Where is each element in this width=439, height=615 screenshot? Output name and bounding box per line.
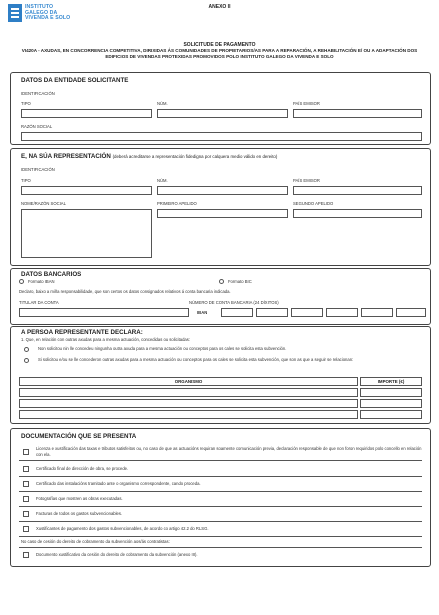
iban-block-2[interactable] [256,308,288,317]
declaration-title: A PERSOA REPRESENTANTE DECLARA: [21,329,143,336]
no-other-aid-radio[interactable] [24,347,29,352]
document-item-5: Facturas de todos os gastos subvencionables. [36,511,123,516]
representative-identification-label: IDENTIFICACIÓN [21,167,55,172]
iban-block-1[interactable] [221,308,253,317]
declaration-section [10,326,431,424]
account-number-label: NÚMERO DE CONTA BANCARIA (24 DÍXITOS) [189,300,279,305]
organism-column-header: ORGANISMO [174,379,203,384]
representative-name-label: NOME/RAZÓN SOCIAL [21,201,66,206]
divider [19,506,422,507]
other-aid-text: Si solicitou e/ou se lle concederon outras axudas para a mesma actuación ou conceptos para os cales se solicita esta subvención, que son as que a seguir se relacionan: [38,357,354,362]
representative-number-field[interactable] [157,186,288,195]
divider [19,476,422,477]
iban-label: IBAN [197,310,208,315]
iban-block-3[interactable] [291,308,323,317]
document-item-3: Certificado das instalacións tramitado ante o organismo correspondente, cando proceda. [36,481,201,486]
divider [19,547,422,548]
divider [19,536,422,537]
aid-organism-field-1[interactable] [19,388,358,397]
assignment-note: No caso de cesión do dereito de cobramento da subvención aos/ás contratistas: [21,539,170,544]
document-checkbox-4[interactable] [23,496,29,502]
aid-organism-header [19,377,358,386]
document-item-4: Fotografías que mostren as obras executadas. [36,496,123,501]
account-holder-label: TITULAR DA CONTA [19,300,59,305]
divider [19,491,422,492]
business-name-field[interactable] [21,132,422,141]
document-item-6: Xustificantes de pagamento dos gastos subvencionables, de acordo co artigo 42.2 do RLSG. [36,526,209,531]
document-checkbox-5[interactable] [23,511,29,517]
representative-note: (deberá acreditarse a representación fidedigna por calquera medio válido en dereito) [112,154,278,159]
annex-label: ANEXO II [208,4,231,10]
declaration-item-1: 1. Que, en relación con outras axudas para a mesma actuación, concedidas ou solicitadas: [21,337,190,342]
applicant-number-field[interactable] [157,109,288,118]
divider [19,521,422,522]
iban-format-label: Formato IBAN [28,279,55,284]
bic-format-radio[interactable] [219,279,224,284]
representative-surname1-label: PRIMEIRO APELIDO [157,201,197,206]
applicant-issuer-label: PAÍS EMISOR [293,101,320,106]
applicant-type-label: TIPO [21,101,31,106]
bank-declaration: Declaro, baixo a miña responsabilidade, que son certos os datos consignados relativos á conta bancaria indicada. [19,289,231,294]
applicant-section [10,72,431,145]
no-other-aid-text: Non solicitou nin lle concedeu ningunha outra axuda para a mesma actuación ou conceptos para os cales se solicita esta subvención. [38,346,287,351]
document-checkbox-7[interactable] [23,552,29,558]
form-title: SOLICITUDE DE PAGAMENTO [183,42,256,48]
representative-surname1-field[interactable] [157,209,288,218]
applicant-issuer-field[interactable] [293,109,422,118]
aid-amount-header [360,377,422,386]
bank-title: DATOS BANCARIOS [21,271,82,278]
document-checkbox-6[interactable] [23,526,29,532]
document-checkbox-1[interactable] [23,449,29,455]
representative-type-field[interactable] [21,186,152,195]
aid-organism-field-2[interactable] [19,399,358,408]
documents-section [10,428,431,567]
iban-block-4[interactable] [326,308,358,317]
divider [19,460,422,461]
logo-line-1: INSTITUTO [25,4,54,10]
account-holder-field[interactable] [19,308,189,317]
representative-number-label: NÚM. [157,178,168,183]
assignment-document-item: Documento xustificativo da cesión do dereito de cobramento da subvención (anexo III). [36,552,198,557]
applicant-title: DATOS DA ENTIDADE SOLICITANTE [21,77,129,84]
representative-surname2-label: SEGUNDO APELIDO [293,201,334,206]
business-name-label: RAZÓN SOCIAL [21,124,53,129]
applicant-number-label: NÚM. [157,101,168,106]
document-item-2: Certificado final de dirección de obra, se procede. [36,466,129,471]
other-aid-radio[interactable] [24,358,29,363]
aid-amount-field-1[interactable] [360,388,422,397]
iban-block-5[interactable] [361,308,393,317]
representative-issuer-label: PAÍS EMISOR [293,178,320,183]
representative-title [21,153,277,160]
form-subtitle: VI420A - AXUDAS, EN CONCORRENCIA COMPETITIVA, DIRIXIDAS ÁS COMUNIDADES DE PROPIETARIOS/AS PARA A REPARACIÓN, A REHABILITACIÓN E/ OU A ADAPTACIÓN DOS EDIFICIOS DE VIVENDAS PROTEXIDAS PROMOVIDOS POLO INSTITUTO GALEGO DA VIVENDA E SOLO [21,48,418,60]
logo-line-3: VIVENDA E SOLO [25,15,71,22]
representative-name-field[interactable] [21,209,152,258]
iban-format-radio[interactable] [19,279,24,284]
document-checkbox-3[interactable] [23,481,29,487]
aid-organism-field-3[interactable] [19,410,358,419]
document-item-1: Licenza e xustificación das taxas e tributos satisfeitos ou, no caso de que as actuacións requiran soamente comunicación previa, declaración responsable de que non foron requiridos polo concello en relación con ela. [36,446,422,457]
bank-section [10,268,431,325]
representative-issuer-field[interactable] [293,186,422,195]
aid-amount-field-3[interactable] [360,410,422,419]
applicant-type-field[interactable] [21,109,152,118]
documents-title: DOCUMENTACIÓN QUE SE PRESENTA [21,433,137,440]
applicant-identification-label: IDENTIFICACIÓN [21,91,55,96]
representative-surname2-field[interactable] [293,209,422,218]
representative-type-label: TIPO [21,178,31,183]
bic-format-label: Formato BIC [228,279,252,284]
representative-section [10,148,431,266]
logo-line-2: GALEGO DA [25,9,58,16]
aid-amount-field-2[interactable] [360,399,422,408]
representative-title-text: E, NA SÚA REPRESENTACIÓN [21,153,111,160]
iban-block-6[interactable] [396,308,426,317]
document-checkbox-2[interactable] [23,466,29,472]
amount-column-header: IMPORTE (€) [377,379,405,384]
